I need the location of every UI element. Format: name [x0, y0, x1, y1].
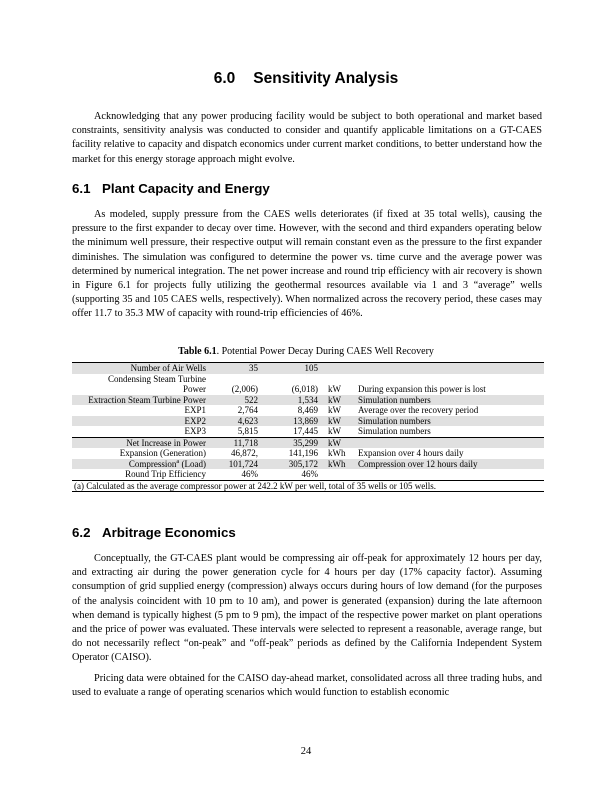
section-title: Arbitrage Economics — [102, 525, 236, 540]
table-cell: 8,469 — [297, 405, 318, 415]
table-cell: 2,764 — [237, 405, 258, 415]
table-header-col1: 35 — [212, 363, 264, 374]
data-table — [72, 362, 544, 492]
table-cell: 1,534 — [264, 395, 324, 406]
table-cell: 11,718 — [212, 437, 264, 448]
table-row — [72, 395, 544, 406]
table-row-label: Extraction Steam Turbine Power — [72, 395, 212, 406]
table-unit: kW — [328, 405, 341, 415]
table-cell: 305,172 — [264, 459, 324, 470]
table-cell: 522 — [212, 395, 264, 406]
table-unit: kW — [324, 395, 356, 406]
table-row — [72, 405, 544, 416]
table-cell: (6,018) — [291, 384, 318, 394]
table-row-label: Condensing Steam Turbine — [107, 373, 206, 384]
table-row-label-text: Compression — [128, 458, 177, 469]
table-row-label-suffix: (Load) — [179, 458, 206, 469]
table-unit: kW — [324, 416, 356, 427]
table-row — [72, 437, 544, 448]
table-note: Compression over 12 hours daily — [356, 459, 544, 470]
table-unit: kW — [328, 426, 341, 436]
table-footnote: (a) Calculated as the average compressor power at 242.2 kW per well, total of 35 wells or 105 wells. — [72, 480, 544, 492]
table-row — [72, 374, 544, 385]
footnote-marker: a — [176, 458, 180, 465]
table-note: Expansion over 4 hours daily — [358, 448, 464, 458]
table-cell: (2,006) — [231, 384, 258, 394]
table-row-label: Round Trip Efficiency — [125, 469, 206, 479]
table-row-label: EXP2 — [72, 416, 212, 427]
table-row — [72, 469, 544, 480]
table-cell: 4,623 — [212, 416, 264, 427]
table-note: Simulation numbers — [358, 426, 431, 436]
table-cell: 141,196 — [288, 448, 318, 458]
table-cell: 46,872, — [231, 448, 258, 458]
table-cell: 35,299 — [264, 437, 324, 448]
section-6-2-paragraph-2: Pricing data were obtained for the CAISO day-ahead market, consolidated across all three trading hubs, and used to evaluate a range of operating scenarios which would function to establish economic — [72, 673, 542, 699]
table-row-label: EXP1 — [184, 405, 206, 415]
section-number: 6.2 — [72, 525, 91, 540]
table-note: Simulation numbers — [356, 416, 544, 427]
table-row — [72, 426, 544, 437]
table-header-label: Number of Air Wells — [72, 363, 212, 374]
table-row-label — [72, 459, 212, 470]
table-unit: kWh — [324, 459, 356, 470]
table-cell: 17,445 — [293, 426, 318, 436]
table-footnote-row — [72, 480, 544, 492]
table-row — [72, 416, 544, 427]
table-unit: kW — [328, 384, 341, 394]
table-cell: 13,869 — [264, 416, 324, 427]
page-number: 24 — [300, 746, 312, 757]
table-caption — [0, 346, 612, 357]
table-row — [72, 384, 544, 395]
table-note: Simulation numbers — [356, 395, 544, 406]
chapter-heading — [0, 70, 612, 88]
table-row — [72, 448, 544, 459]
table-unit: kWh — [328, 448, 346, 458]
table-cell: 46% — [241, 469, 258, 479]
chapter-title: Sensitivity Analysis — [253, 70, 399, 87]
table-unit — [324, 469, 356, 480]
table-cell: 5,815 — [237, 426, 258, 436]
table-note: Average over the recovery period — [358, 405, 479, 415]
table-row-label: Expansion (Generation) — [119, 448, 206, 458]
table-note — [356, 437, 544, 448]
section-6-2-heading — [72, 525, 236, 540]
table-row-label: Power — [183, 384, 206, 394]
section-title: Plant Capacity and Energy — [102, 181, 270, 196]
table-caption-text: . Potential Power Decay During CAES Well Recovery — [216, 346, 434, 357]
table-row-label: EXP3 — [184, 426, 206, 436]
section-6-1-paragraph: As modeled, supply pressure from the CAES wells deteriorates (if fixed at 35 total wells), causing the pressure to the first expander to decay over time. However, with the second and third expanders operating below the minimum well pressure, their respective output will remain constant even as the pressure to the first expander diminishes. The simulation was configured to determine the power vs. time curve and the average power was determined by numerical integration. The net power increase and round trip efficiency with air recovery is shown in Figure 6.1 for projects fully utilizing the geothermal resources available via 1 and 3 “average” wells (supporting 35 and 105 CAES wells, respectively). When normalized across the recovery period, these cases may offer 11.7 to 35.3 MW of capacity with round-trip efficiencies of 46%. — [72, 209, 542, 320]
section-number: 6.1 — [72, 181, 91, 196]
chapter-number: 6.0 — [213, 70, 236, 87]
section-6-2-paragraph-1: Conceptually, the GT-CAES plant would be compressing air off-peak for approximately 12 hours per day, and extracting air during the power generation cycle for 4 hours per day (17% capacity factor). Assuming consumption of grid supplied energy (compression) always occurs during hours of low demand (for the purposes of the analysis coincident with 10 pm to 10 am), and power is generated (expansion) during the late afternoon when demand is typically highest (5 pm to 9 pm), the impact of the respective power market on plant operations and the price of power was evaluated. These intervals were selected to represent a reasonable, average range, but do not necessarily reflect “on-peak” and “off-peak” periods as defined by the California Independent System Operator (CAISO). — [72, 553, 542, 664]
table-header-col2: 105 — [264, 363, 324, 374]
table-cell: 101,724 — [212, 459, 264, 470]
table-note: During expansion this power is lost — [358, 384, 486, 394]
table-caption-label: Table 6.1 — [178, 346, 217, 357]
table-unit: kW — [324, 437, 356, 448]
table-cell: 46% — [301, 469, 318, 479]
table-header-row — [72, 363, 544, 374]
section-6-1-heading — [72, 181, 270, 196]
table-row — [72, 459, 544, 470]
table-note — [356, 469, 544, 480]
intro-paragraph: Acknowledging that any power producing facility would be subject to both operational and market based constraints, sensitivity analysis was conducted to consider and quantify applicable limitations on a GT-CAES facility relative to capacity and dispatch economics under current market conditions, to better understand how the market for this energy storage approach might evolve. — [72, 111, 542, 165]
table-row-label: Net Increase in Power — [72, 437, 212, 448]
